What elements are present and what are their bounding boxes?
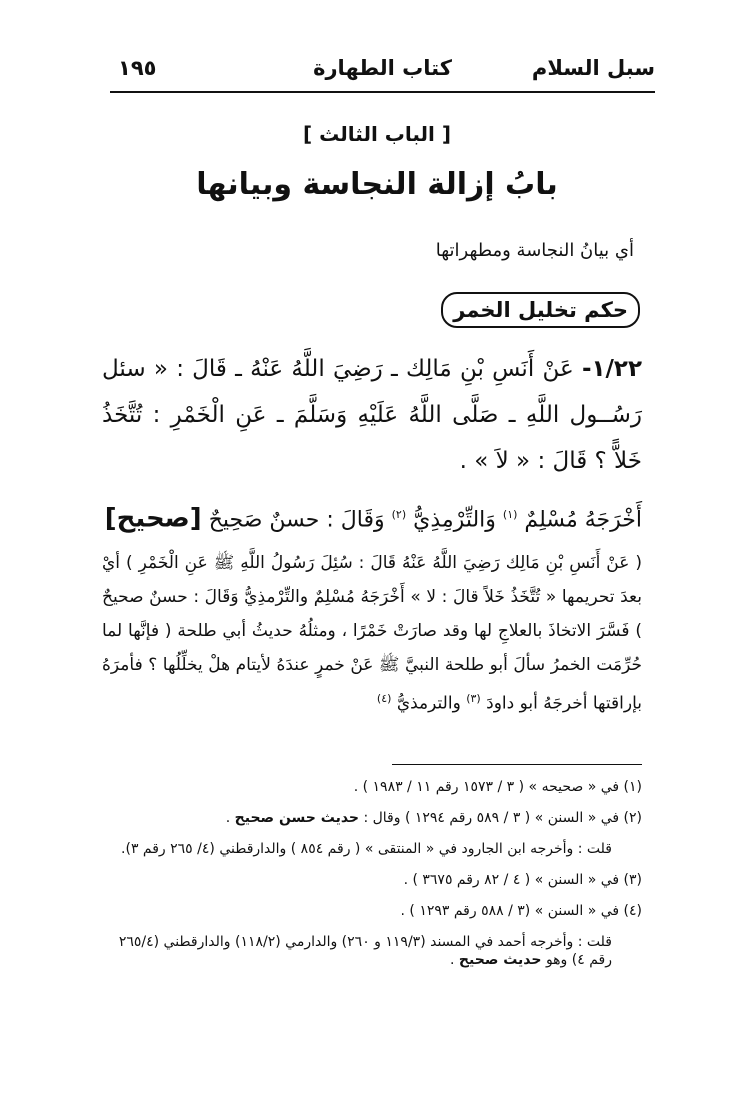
hadith-text: عَنْ أَنَسِ بْنِ مَالِك ـ رَضِيَ اللَّهُ عَنْهُ ـ قَالَ : « سئل رَسُــول اللَّهِ ـ صَلَّى اللَّهُ عَلَيْهِ وَسَلَّمَ ـ عَنِ الْخَمْرِ : تُتَّخَذُ خَلاًّ ؟ قَالَ : « لاَ » . bbox=[102, 356, 642, 474]
chapter-label: [ الباب الثالث ] bbox=[302, 122, 452, 146]
commentary-text: ( عَنْ أَنَسِ بْنِ مَالِك رَضِيَ اللَّهُ عَنْهُ قَالَ : سُئِلَ رَسُولُ اللَّهِ ﷺ عَنِ الْخَمْرِ ) أيْ بعدَ تحريمها « تُتَّخَذُ خَلاً قالَ : لا » أَخْرَجَهُ مُسْلِمٌ والتِّرْمذِيُّ وَقَالَ : حسنٌ صحيحٌ ) فَسَّرَ الاتخاذَ بالعلاجِ لها وقد صارَتْ خَمْرًا ، ومثلُهُ حديثُ أبي طلحة ( فإنَّها لما حُرِّمَت الخمرُ سألَ أبو طلحة النبيَّ ﷺ عَنْ خمرٍ عندَهُ لأيتام هلْ يخلِّلُها ؟ فأمرَهُ بإراقتها أخرجَهُ أبو داودَ bbox=[102, 553, 642, 714]
footnote-ref-1: (١) bbox=[502, 508, 518, 521]
chapter-subtitle: أي بيانُ النجاسة ومطهراتها bbox=[435, 240, 634, 261]
footnotes bbox=[102, 778, 642, 982]
page-number: ١٩٥ bbox=[118, 56, 157, 80]
chapter-title: بابُ إزالة النجاسة وبيانها bbox=[196, 167, 558, 202]
topic-heading: حكم تخليل الخمر bbox=[441, 292, 640, 328]
hadith-number: ١/٢٢- bbox=[581, 356, 642, 382]
takhrij-statement: وَقَالَ : حسنٌ صَحِيحٌ bbox=[208, 507, 385, 533]
footnote-3: (٣) في « السنن » ( ٤ / ٨٢ رقم ٣٦٧٥ ) . bbox=[403, 872, 642, 888]
footnote-note-1: قلت : وأخرجه ابن الجارود في « المنتقى » ( رقم ٨٥٤ ) والدارقطني (٤/ ٢٦٥ رقم ٣). bbox=[121, 841, 612, 857]
hadith-text-block bbox=[102, 346, 642, 484]
footnote-note-2: قلت : وأخرجه أحمد في المسند (١١٩/٣ و ٢٦٠) والدارمي (١١٨/٢) والدارقطني (٢٦٥/٤ رقم ٤) وهو حديث صحيح . bbox=[118, 934, 612, 968]
section-title: كتاب الطهارة bbox=[313, 56, 452, 80]
commentary-tail: والترمذيُّ bbox=[396, 693, 461, 714]
takhrij-muslim: أَخْرَجَهُ مُسْلِمٌ bbox=[524, 507, 642, 533]
footnote-ref-3: (٣) bbox=[466, 692, 481, 705]
book-title: سبل السلام bbox=[531, 56, 655, 80]
running-header bbox=[110, 56, 655, 90]
footnote-divider bbox=[392, 764, 642, 765]
takhrij-line bbox=[102, 497, 642, 538]
grade-label: [صحيح] bbox=[104, 503, 202, 534]
commentary-block bbox=[102, 546, 642, 721]
takhrij-tirmidhi: وَالتِّرْمِذِيُّ bbox=[413, 507, 496, 533]
footnote-ref-4: (٤) bbox=[376, 692, 392, 705]
footnote-ref-2: (٢) bbox=[391, 508, 407, 521]
footnote-1: (١) في « صحيحه » ( ٣ / ١٥٧٣ رقم ١١ / ١٩٨٣ ) . bbox=[353, 779, 642, 795]
footnote-4: (٤) في « السنن » (٣ / ٥٨٨ رقم ١٢٩٣ ) . bbox=[400, 903, 642, 919]
footnote-2: (٢) في « السنن » ( ٣ / ٥٨٩ رقم ١٢٩٤ ) وقال : حديث حسن صحيح . bbox=[225, 810, 642, 826]
header-divider bbox=[110, 91, 655, 93]
